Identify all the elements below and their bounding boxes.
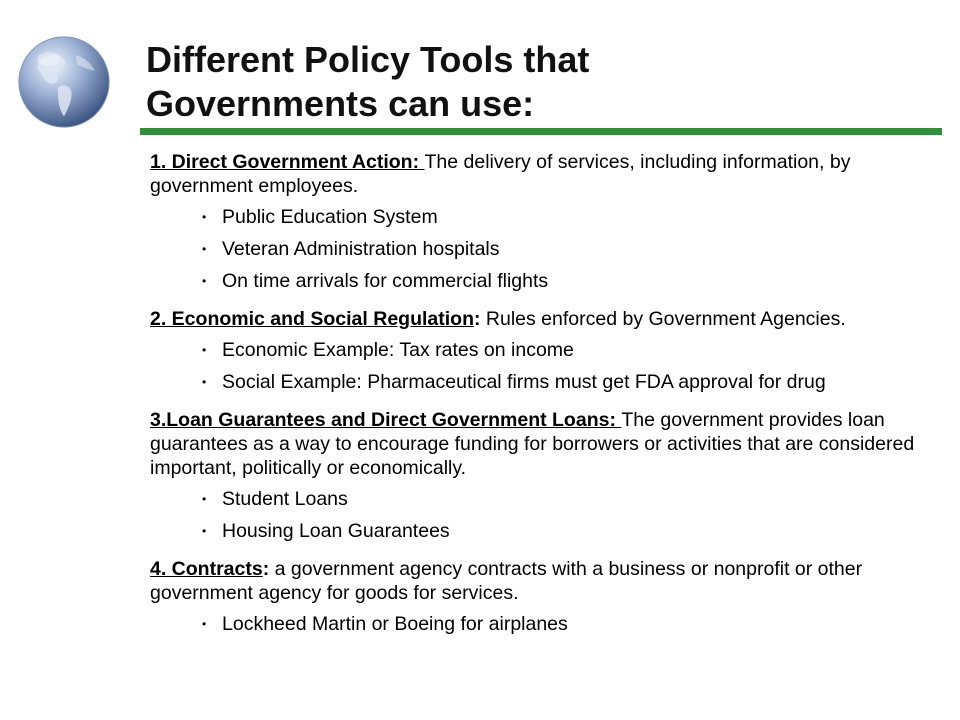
section-text: Rules enforced by Government Agencies. — [480, 308, 846, 330]
bullet-item: • Economic Example: Tax rates on income — [202, 338, 930, 362]
section-text: The government provides loan guarantees as a way to encourage funding for borrowers or activities that are considered important, politically or economically. — [150, 409, 915, 479]
bullet-item: • Public Education System — [202, 205, 930, 229]
section-paragraph — [150, 307, 930, 331]
section-economic-social-regulation — [150, 307, 930, 394]
section-contracts — [150, 557, 930, 636]
title-line-2: Governments can use: — [146, 83, 535, 124]
slide-title — [146, 38, 946, 126]
globe-icon — [16, 34, 112, 130]
bullet-item: • Student Loans — [202, 487, 930, 511]
bullet-item: • Veteran Administration hospitals — [202, 237, 930, 261]
bullet-list — [150, 205, 930, 293]
section-heading: 4. Contracts — [150, 558, 263, 580]
bullet-item: • On time arrivals for commercial flights — [202, 269, 930, 293]
section-direct-government-action — [150, 150, 930, 293]
section-paragraph — [150, 408, 930, 480]
section-text: a government agency contracts with a business or nonprofit or other government agency for goods for services. — [150, 558, 863, 604]
section-heading: 1. Direct Government Action: — [150, 151, 425, 173]
slide-body — [150, 150, 930, 650]
bullet-list — [150, 338, 930, 394]
section-heading: 3.Loan Guarantees and Direct Government Loans: — [150, 409, 622, 431]
section-loan-guarantees — [150, 408, 930, 543]
bullet-item: • Social Example: Pharmaceutical firms must get FDA approval for drug — [202, 370, 930, 394]
bullet-item: • Housing Loan Guarantees — [202, 519, 930, 543]
bullet-list — [150, 612, 930, 636]
section-text: The delivery of services, including information, by government employees. — [150, 151, 851, 197]
bullet-list — [150, 487, 930, 543]
title-line-1: Different Policy Tools that — [146, 39, 590, 80]
section-heading-separator: : — [473, 308, 481, 330]
bullet-item: • Lockheed Martin or Boeing for airplanes — [202, 612, 930, 636]
section-paragraph — [150, 557, 930, 605]
section-paragraph — [150, 150, 930, 198]
section-heading: 2. Economic and Social Regulation — [150, 308, 474, 330]
title-underline-rule — [140, 128, 942, 135]
section-heading-separator: : — [262, 558, 270, 580]
